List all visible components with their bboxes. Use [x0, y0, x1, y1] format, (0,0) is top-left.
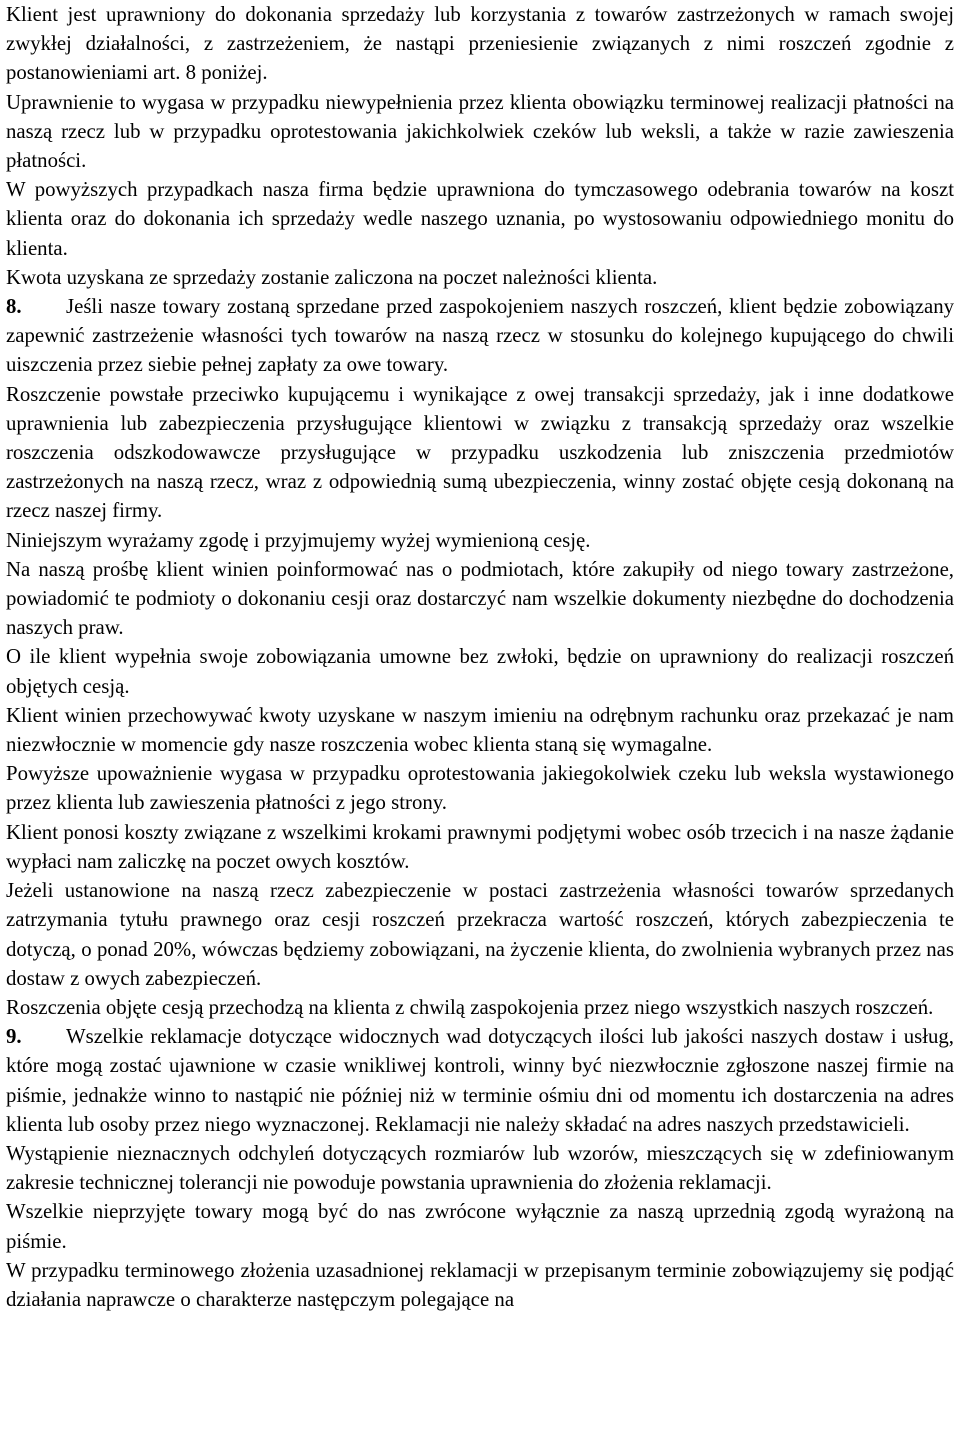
section-9-paragraph	[6, 1022, 954, 1139]
paragraph	[6, 993, 954, 1022]
paragraph-text: Wystąpienie nieznacznych odchyleń dotyczących rozmiarów lub wzorów, mieszczących się w zdefiniowanym zakresie technicznej tolerancji nie powoduje powstania uprawnienia do złożenia reklamacji.	[6, 1141, 954, 1195]
paragraph-text: Roszczenia objęte cesją przechodzą na klienta z chwilą zaspokojenia przez niego wszystkich naszych roszczeń.	[6, 995, 934, 1019]
paragraph-text: Klient ponosi koszty związane z wszelkimi krokami prawnymi podjętymi wobec osób trzecich i na nasze żądanie wypłaci nam zaliczkę na poczet owych kosztów.	[6, 820, 954, 873]
section-number: 9.	[6, 1025, 22, 1049]
paragraph-text: Roszczenie powstałe przeciwko kupującemu i wynikające z owej transakcji sprzedaży, jak i inne dodatkowe uprawnienia lub zabezpieczenia przysługujące klientowi w związku z transakcją sprzedaży oraz wszelkie roszczenia odszkodowawcze przysługujące w przypadku uszkodzenia lub zniszczenia przedmiotów zastrzeżonych na naszą rzecz, wraz z odpowiednią sumą ubezpieczenia, winny zostać objęte cesją dokonaną na rzecz naszej firmy.	[6, 382, 954, 523]
paragraph	[6, 175, 954, 263]
paragraph-text: Powyższe upoważnienie wygasa w przypadku oprotestowania jakiegokolwiek czeku lub weksla wystawionego przez klienta lub zawieszenia płatności z jego strony.	[6, 762, 954, 815]
paragraph	[6, 380, 954, 526]
paragraph	[6, 88, 954, 176]
paragraph-text: Wszelkie nieprzyjęte towary mogą być do nas zwrócone wyłącznie za naszą uprzednią zgodą wyrażoną na piśmie.	[6, 1200, 954, 1253]
paragraph-text: Kwota uzyskana ze sprzedaży zostanie zaliczona na poczet należności klienta.	[6, 265, 658, 289]
paragraph-text: Jeżeli ustanowione na naszą rzecz zabezpieczenie w postaci zastrzeżenia własności towarów sprzedanych zatrzymania tytułu prawnego oraz cesji roszczeń przekracza wartość roszczeń, których zabezpieczenia te dotyczą, o ponad 20%, wówczas będziemy zobowiązani, na życzenie klienta, do zwolnienia wybranych przez nas dostaw z owych zabezpieczeń.	[6, 879, 954, 990]
paragraph	[6, 1256, 954, 1314]
paragraph-text: O ile klient wypełnia swoje zobowiązania umowne bez zwłoki, będzie on uprawniony do realizacji roszczeń objętych cesją.	[6, 645, 954, 698]
paragraph-text: Klient jest uprawniony do dokonania sprzedaży lub korzystania z towarów zastrzeżonych w ramach swojej zwykłej działalności, z zastrzeżeniem, że nastąpi przeniesienie związanych z nimi roszczeń zgodnie z postanowieniami art. 8 poniżej.	[6, 3, 954, 85]
paragraph-text: Niniejszym wyrażamy zgodę i przyjmujemy wyżej wymienioną cesję.	[6, 528, 591, 552]
paragraph	[6, 263, 954, 292]
paragraph-text: Wszelkie reklamacje dotyczące widocznych wad dotyczących ilości lub jakości naszych dostaw i usług, które mogą zostać ujawnione w czasie wnikliwej kontroli, winny być niezwłocznie zgłoszone naszej firmie na piśmie, jednakże winno to nastąpić nie później niż w terminie ośmiu dni od momentu ich dostarczenia na adres klienta lub osoby przez niego wyznaczonej. Reklamacji nie należy składać na adres naszych przedstawicieli.	[6, 1025, 954, 1136]
paragraph-text: Jeśli nasze towary zostaną sprzedane przed zaspokojeniem naszych roszczeń, klient będzie zobowiązany zapewnić zastrzeżenie własności tych towarów na naszą rzecz w stosunku do kolejnego kupującego do chwili uiszczenia przez siebie pełnej zapłaty za owe towary.	[6, 295, 954, 377]
paragraph	[6, 1139, 954, 1197]
paragraph-text: Na naszą prośbę klient winien poinformować nas o podmiotach, które zakupiły od niego towary zastrzeżone, powiadomić te podmioty o dokonaniu cesji oraz dostarczyć nam wszelkie dokumenty niezbędne do dochodzenia naszych praw.	[6, 557, 954, 640]
paragraph	[6, 876, 954, 993]
paragraph	[6, 0, 954, 88]
paragraph	[6, 642, 954, 700]
paragraph-text: Uprawnienie to wygasa w przypadku niewypełnienia przez klienta obowiązku terminowej realizacji płatności na naszą rzecz lub w przypadku oprotestowania jakichkolwiek czeków lub weksli, a także w razie zawieszenia płatności.	[6, 90, 954, 173]
paragraph	[6, 1197, 954, 1255]
section-8-paragraph	[6, 292, 954, 380]
paragraph	[6, 818, 954, 876]
paragraph	[6, 555, 954, 643]
paragraph-text: W powyższych przypadkach nasza firma będzie uprawniona do tymczasowego odebrania towarów na koszt klienta oraz do dokonania ich sprzedaży wedle naszego uznania, po wystosowaniu odpowiedniego monitu do klienta.	[6, 178, 954, 260]
section-number: 8.	[6, 295, 22, 319]
paragraph	[6, 701, 954, 759]
paragraph	[6, 526, 954, 555]
paragraph-text: Klient winien przechowywać kwoty uzyskane w naszym imieniu na odrębnym rachunku oraz przekazać je nam niezwłocznie w momencie gdy nasze roszczenia wobec klienta staną się wymagalne.	[6, 703, 954, 757]
paragraph-text: W przypadku terminowego złożenia uzasadnionej reklamacji w przepisanym terminie zobowiązujemy się podjąć działania naprawcze o charakterze następczym polegające na	[6, 1258, 954, 1311]
paragraph	[6, 759, 954, 817]
